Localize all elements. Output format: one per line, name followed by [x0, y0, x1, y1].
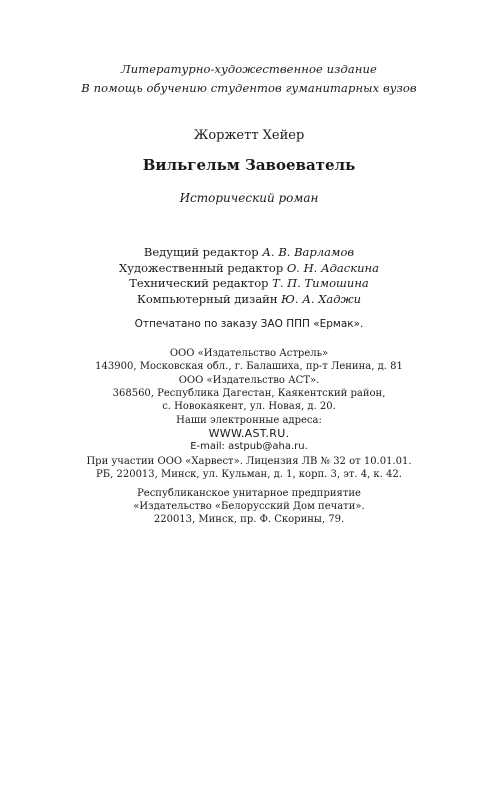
participation-line-2: РБ, 220013, Минск, ул. Кульман, д. 1, корп. 3, эт. 4, к. 42. — [96, 469, 402, 481]
series-line-2: В помощь обучению студентов гуманитарных вузов — [81, 81, 417, 95]
publisher-astrel — [0, 347, 498, 373]
publisher-address: 143900, Московская обл., г. Балашиха, пр-т Ленина, д. 81 — [95, 361, 403, 373]
staff-role: Компьютерный дизайн — [136, 291, 278, 306]
staff-row — [0, 276, 498, 292]
printer-line-3: 220013, Минск, пр. Ф. Скорины, 79. — [153, 514, 345, 526]
publisher-address-line-2: с. Новокаякент, ул. Новая, д. 20. — [162, 401, 336, 413]
printer-info — [0, 487, 498, 527]
website-link[interactable]: WWW.AST.RU. — [208, 426, 290, 440]
staff-row — [0, 292, 498, 308]
book-genre: Исторический роман — [179, 191, 319, 205]
participation-info — [0, 455, 498, 481]
staff-row — [0, 245, 498, 261]
printer-line-2: «Издательство «Белорусский Дом печати». — [133, 501, 365, 513]
staff-row — [0, 261, 498, 277]
editorial-staff — [0, 245, 498, 307]
printer-line-1: Республиканское унитарное предприятие — [137, 488, 361, 499]
publisher-address-line-1: 368560, Республика Дагестан, Каякентский район, — [112, 388, 386, 400]
book-title: Вильгельм Завоеватель — [142, 156, 356, 174]
staff-name: А. В. Варламов — [262, 245, 355, 259]
series-info — [0, 60, 498, 98]
staff-name: Т. П. Тимошина — [272, 276, 369, 290]
publisher-name: ООО «Издательство Астрель» — [169, 348, 329, 359]
series-line-1: Литературно-художественное издание — [121, 62, 377, 76]
staff-name: О. Н. Адаскина — [286, 260, 379, 275]
staff-name: Ю. А. Хаджи — [281, 291, 362, 306]
printed-note: Отпечатано по заказу ЗАО ППП «Ермак». — [134, 318, 364, 330]
staff-role: Технический редактор — [129, 276, 269, 290]
staff-role: Художественный редактор — [119, 260, 284, 275]
participation-line-1: При участии ООО «Харвест». Лицензия ЛВ № 32 от 10.01.01. — [86, 456, 412, 467]
staff-role: Ведущий редактор — [143, 245, 259, 259]
web-label: Наши электронные адреса: — [176, 414, 322, 426]
email-link[interactable]: E-mail: astpub@aha.ru. — [190, 441, 308, 453]
book-author: Жоржетт Хейер — [193, 128, 305, 143]
publisher-ast — [0, 374, 498, 453]
publisher-name: ООО «Издательство АСТ». — [178, 375, 320, 386]
